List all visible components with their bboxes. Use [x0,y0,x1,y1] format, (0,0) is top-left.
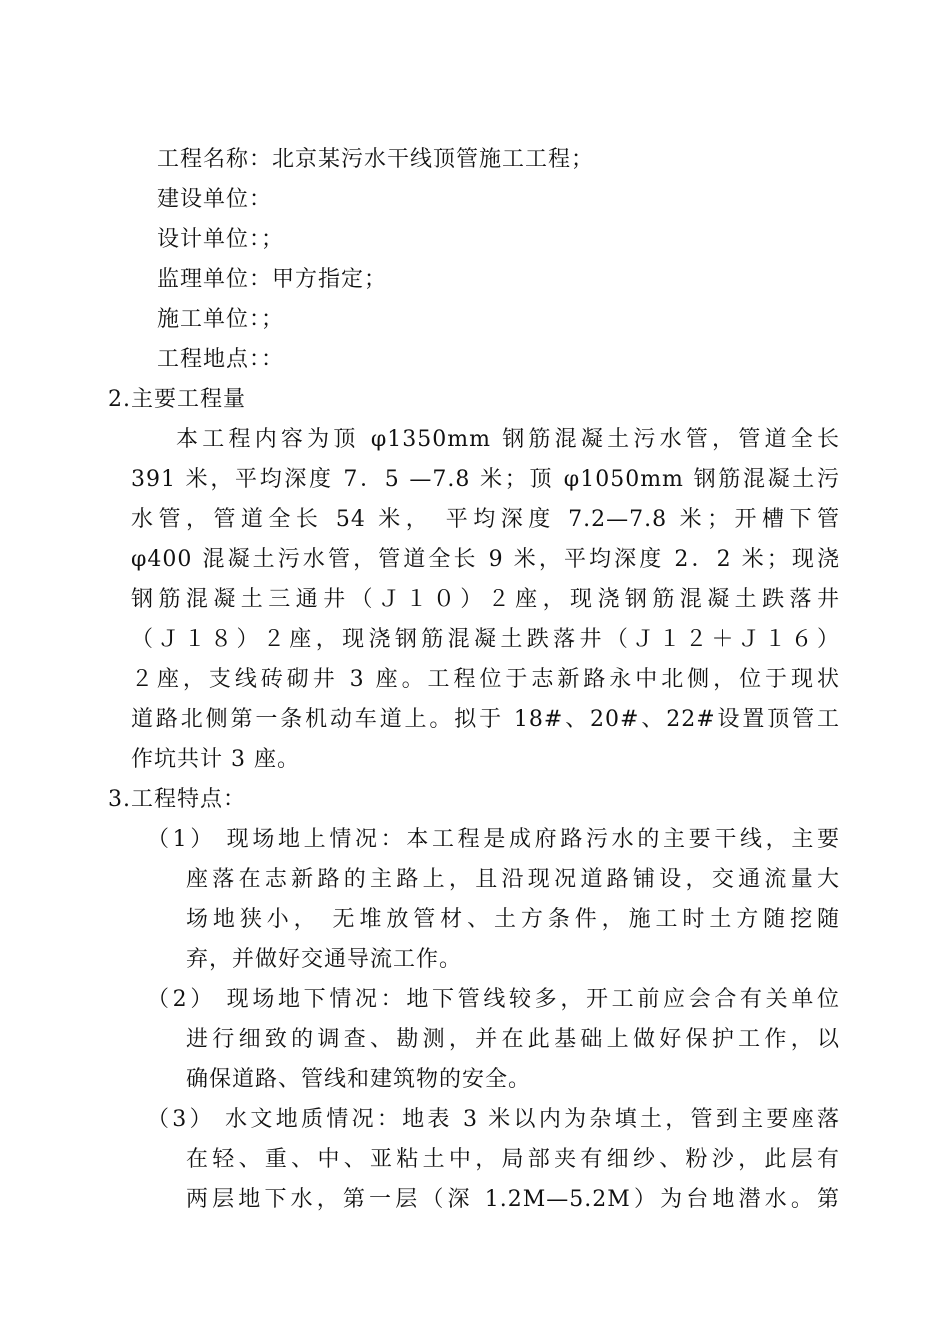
project-owner: 建设单位： [157,187,273,212]
section-2-line-1: 本工程内容为顶 φ1350mm 钢筋混凝土污水管，管道全长 [176,427,840,452]
project-contractor: 施工单位：； [157,307,285,332]
item-1-line-3: 弃，并做好交通导流工作。 [186,947,463,972]
item-1-line-1: 座落在志新路的主路上，且沿现况道路铺设，交通流量大 [186,867,840,892]
section-2-line-3: 水管，管道全长 54 米， 平均深度 7.2—7.8 米；开槽下管 [131,507,840,532]
item-3-label: （3） 水文地质情况：地表 3 米以内为杂填土，管到主要座落 [147,1107,840,1132]
section-2-line-4: φ400 混凝土污水管，管道全长 9 米，平均深度 2．2 米；现浇 [131,547,840,572]
item-2-line-1: 进行细致的调查、勘测，并在此基础上做好保护工作，以 [186,1027,840,1052]
project-supervisor: 监理单位：甲方指定； [157,267,388,292]
section-2-line-8: 道路北侧第一条机动车道上。拟于 18#、20#、22#设置顶管工 [131,707,840,732]
item-1-line-2: 场地狭小， 无堆放管材、土方条件，施工时土方随挖随 [186,907,840,932]
section-2-line-5: 钢筋混凝土三通井（Ｊ１０）２座，现浇钢筋混凝土跌落井 [131,587,840,612]
project-designer: 设计单位：； [157,227,285,252]
item-3-line-2: 两层地下水，第一层（深 1.2M—5.2M）为台地潜水。第 [186,1187,840,1212]
item-2-line-2: 确保道路、管线和建筑物的安全。 [186,1067,532,1092]
item-2-label: （2） 现场地下情况：地下管线较多，开工前应会合有关单位 [147,987,840,1012]
project-name: 工程名称：北京某污水干线顶管施工工程； [157,147,595,172]
section-2-heading: 2.主要工程量 [108,387,246,412]
project-location: 工程地点：： [157,347,285,372]
section-2-line-9: 作坑共计 3 座。 [131,747,300,772]
item-3-line-1: 在轻、重、中、亚粘土中，局部夹有细纱、粉沙，此层有 [186,1147,840,1172]
section-3-heading: 3.工程特点： [108,787,246,812]
section-2-line-7: ２座，支线砖砌井 3 座。工程位于志新路永中北侧，位于现状 [131,667,840,692]
section-2-line-2: 391 米，平均深度 7．5 —7.8 米；顶 φ1050mm 钢筋混凝土污 [131,467,840,492]
item-1-label: （1） 现场地上情况：本工程是成府路污水的主要干线，主要 [147,827,840,852]
section-2-line-6: （Ｊ１８）２座，现浇钢筋混凝土跌落井（Ｊ１２＋Ｊ１６） [131,627,840,652]
